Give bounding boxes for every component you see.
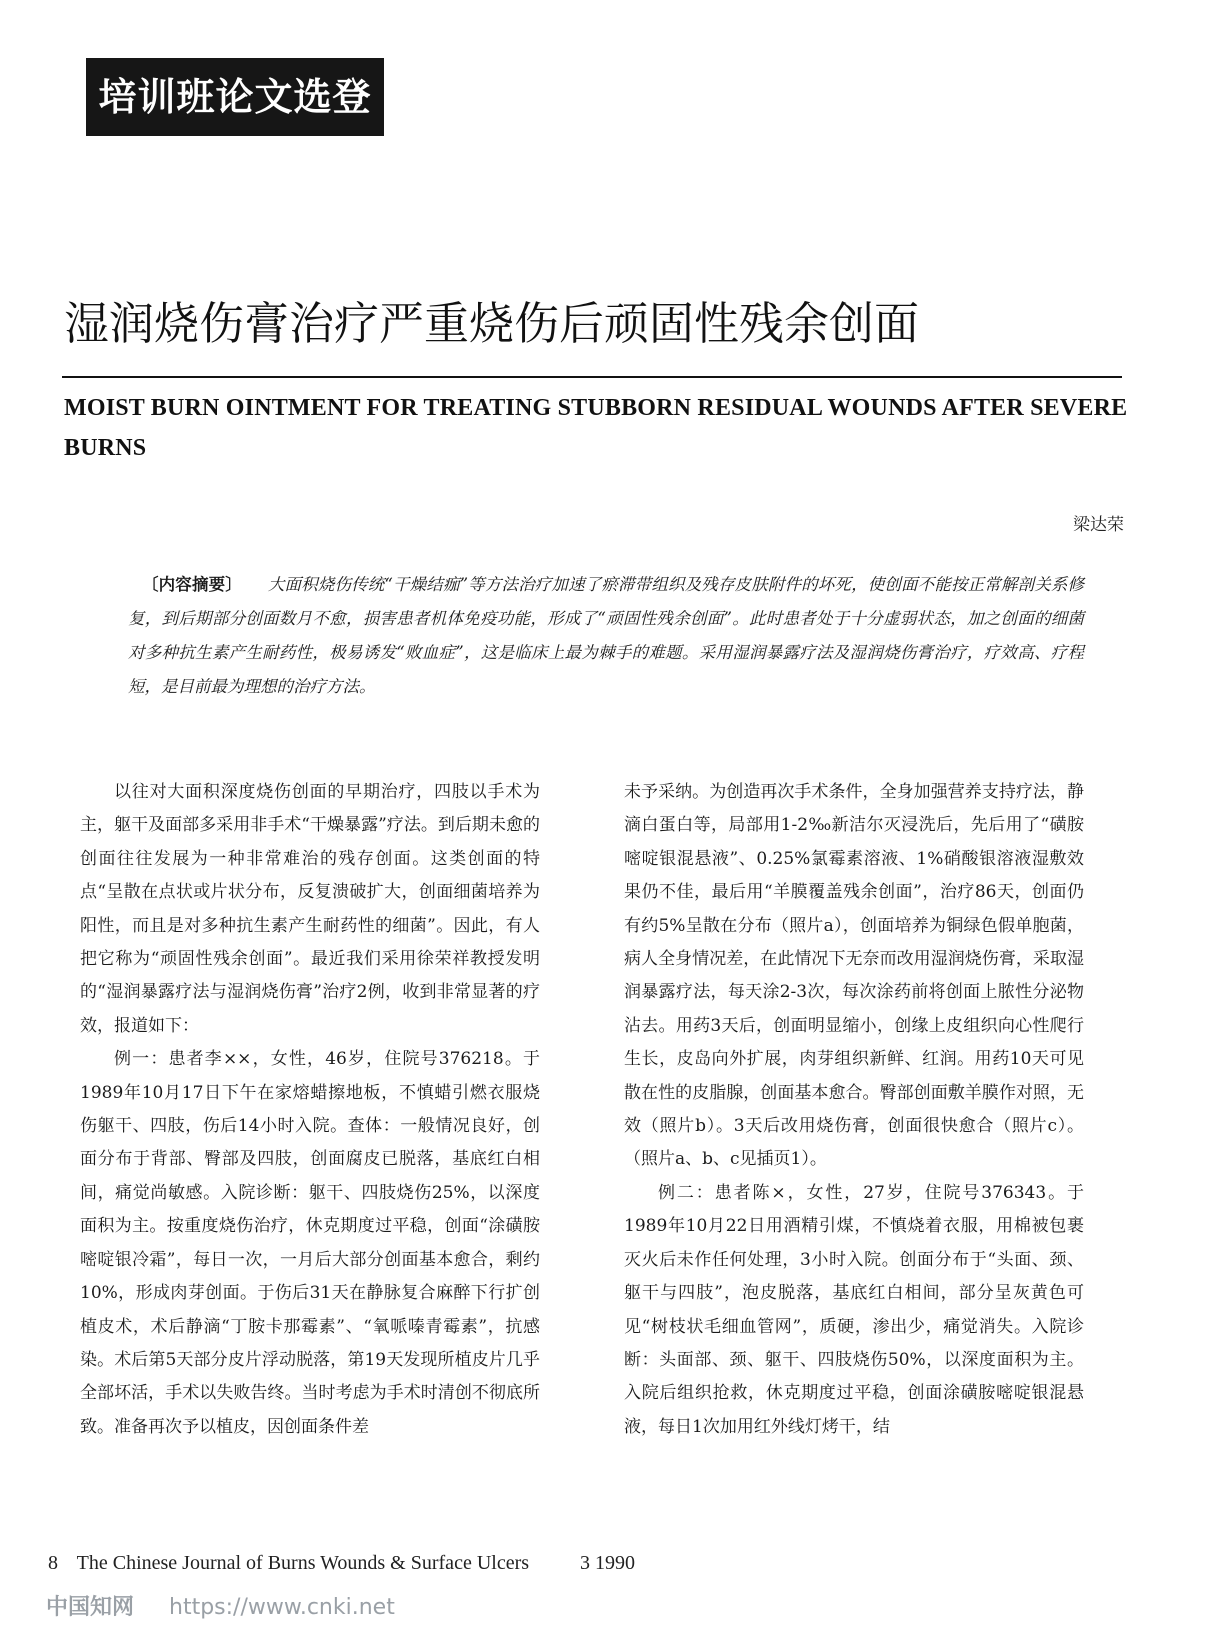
page-footer bbox=[48, 1552, 748, 1575]
author-name: 梁达荣 bbox=[1073, 515, 1124, 535]
journal-name: The Chinese Journal of Burns Wounds & Surface Ulcers bbox=[76, 1552, 530, 1574]
watermark-url: https://www.cnki.net bbox=[169, 1595, 395, 1620]
article-title-en: MOIST BURN OINTMENT FOR TREATING STUBBORN RESIDUAL WOUNDS AFTER SEVERE BURNS bbox=[64, 395, 1128, 461]
issue-info: 3 1990 bbox=[580, 1552, 636, 1574]
body-paragraph: 例一：患者李××，女性，46岁，住院号376218。于1989年10月17日下午在家熔蜡擦地板，不慎蜡引燃衣服烧伤躯干、四肢，伤后14小时入院。查体：一般情况良好，创面分布于背部、臀部及四肢，创面腐皮已脱落，基底红白相间，痛觉尚敏感。入院诊断：躯干、四肢烧伤25%，以深度面积为主。按重度烧伤治疗，休克期度过平稳，创面“涂磺胺嘧啶银冷霜”，每日一次，一月后大部分创面基本愈合，剩约10%，形成肉芽创面。于伤后31天在静脉复合麻醉下行扩创植皮术，术后静滴“丁胺卡那霉素”、“氧哌嗪青霉素”，抗感染。术后第5天部分皮片浮动脱落，第19天发现所植皮片几乎全部坏活，手术以失败告终。当时考虑为手术时清创不彻底所致。准备再次予以植皮，因创面条件差 bbox=[80, 1049, 540, 1437]
abstract bbox=[128, 568, 1084, 704]
body-column-right bbox=[624, 776, 1084, 1444]
watermark-logo: 中国知网 bbox=[46, 1595, 135, 1620]
abstract-text: 大面积烧伤传统“干燥结痂”等方法治疗加速了瘀滞带组织及残存皮肤附件的坏死，使创面不能按正常解剖关系修复，到后期部分创面数月不愈，损害患者机体免疫功能，形成了“顽固性残余创面”。此时患者处于十分虚弱状态，加之创面的细菌对多种抗生素产生耐药性，极易诱发“败血症”，这是临床上最为棘手的难题。采用湿润暴露疗法及湿润烧伤膏治疗，疗效高、疗程短，是目前最为理想的治疗方法。 bbox=[128, 575, 1084, 696]
body-paragraph: 未予采纳。为创造再次手术条件，全身加强营养支持疗法，静滴白蛋白等，局部用1-2‰新洁尔灭浸洗后，先后用了“磺胺嘧啶银混悬液”、0.25%氯霉素溶液、1%硝酸银溶液湿敷效果仍不佳，最后用“羊膜覆盖残余创面”，治疗86天，创面仍有约5%呈散在分布（照片a），创面培养为铜绿色假单胞菌，病人全身情况差，在此情况下无奈而改用湿润烧伤膏，采取湿润暴露疗法，每天涂2-3次，每次涂药前将创面上脓性分泌物沾去。用药3天后，创面明显缩小，创缘上皮组织向心性爬行生长，皮岛向外扩展，肉芽组织新鲜、红润。用药10天可见散在性的皮脂腺，创面基本愈合。臀部创面敷羊膜作对照，无效（照片b）。3天后改用烧伤膏，创面很快愈合（照片c）。（照片a、b、c见插页1）。 bbox=[624, 782, 1084, 1170]
body-column-left bbox=[80, 776, 540, 1444]
abstract-label: 〔内容摘要〕 bbox=[142, 575, 242, 594]
page-number: 8 bbox=[48, 1552, 58, 1574]
section-banner: 培训班论文选登 bbox=[86, 58, 384, 136]
title-divider bbox=[62, 376, 1122, 378]
cnki-watermark bbox=[46, 1590, 395, 1621]
body-paragraph: 以往对大面积深度烧伤创面的早期治疗，四肢以手术为主，躯干及面部多采用非手术“干燥暴露”疗法。到后期未愈的创面往往发展为一种非常难治的残存创面。这类创面的特点“呈散在点状或片状分布，反复溃破扩大，创面细菌培养为阳性，而且是对多种抗生素产生耐药性的细菌”。因此，有人把它称为“顽固性残余创面”。最近我们采用徐荣祥教授发明的“湿润暴露疗法与湿润烧伤膏”治疗2例，收到非常显著的疗效，报道如下： bbox=[80, 782, 540, 1036]
article-title-cn: 湿润烧伤膏治疗严重烧伤后顽固性残余创面 bbox=[64, 297, 920, 350]
body-paragraph: 例二：患者陈×，女性，27岁，住院号376343。于1989年10月22日用酒精引煤，不慎烧着衣服，用棉被包裹灭火后未作任何处理，3小时入院。创面分布于“头面、颈、躯干与四肢”，泡皮脱落，基底红白相间，部分呈灰黄色可见“树枝状毛细血管网”，质硬，渗出少，痛觉消失。入院诊断：头面部、颈、躯干、四肢烧伤50%，以深度面积为主。入院后组织抢救，休克期度过平稳，创面涂磺胺嘧啶银混悬液，每日1次加用红外线灯烤干，结 bbox=[624, 1182, 1084, 1437]
